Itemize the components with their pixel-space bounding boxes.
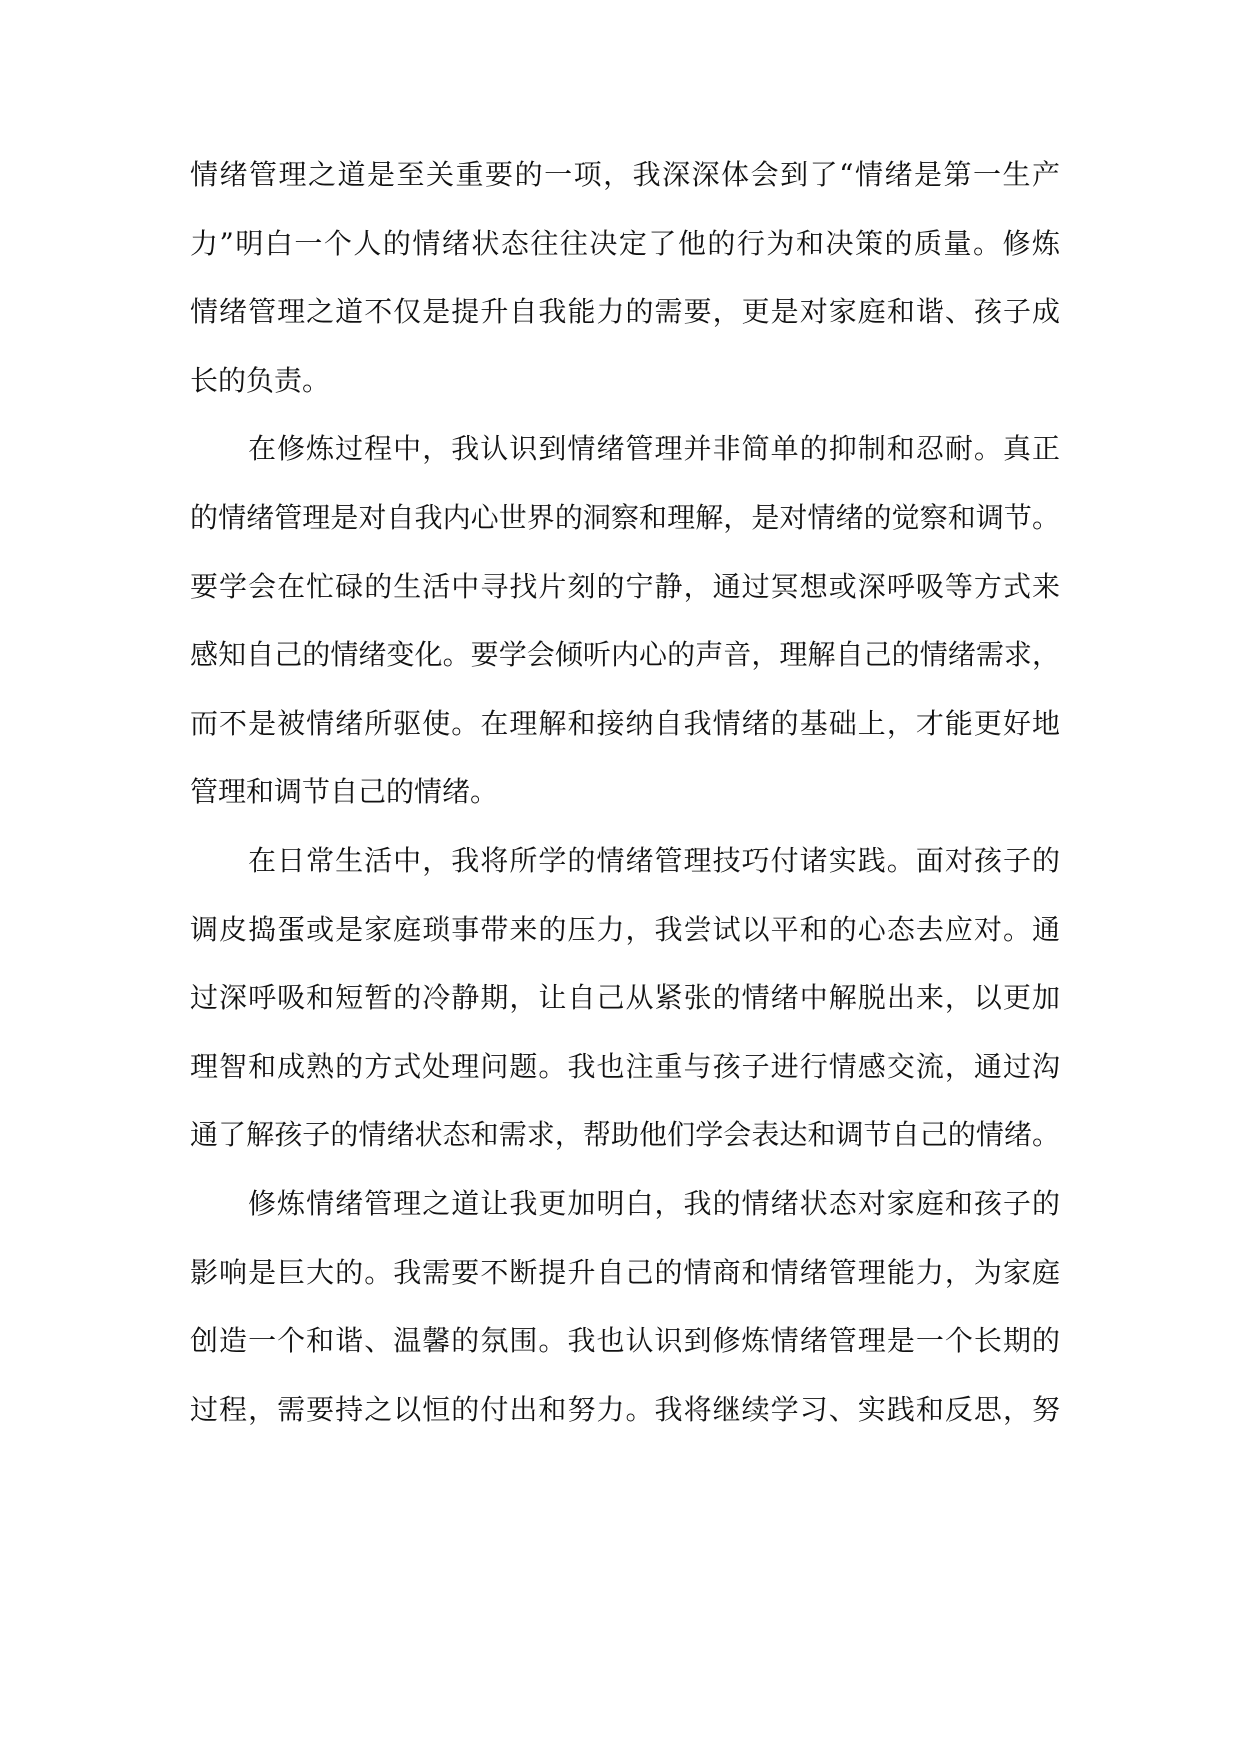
text-line: 感知自己的情绪变化。要学会倾听内心的声音，理解自己的情绪需求， [190,638,1060,672]
text-line: 要学会在忙碌的生活中寻找片刻的宁静，通过冥想或深呼吸等方式来 [190,569,1060,603]
document-body [190,141,1060,1444]
text-line: 情绪管理之道是至关重要的一项，我深深体会到了“情绪是第一生产 [190,158,1060,191]
paragraph-1 [190,141,1060,415]
text-line: 长的负责。 [190,363,331,397]
text-line: 修炼情绪管理之道让我更加明白，我的情绪状态对家庭和孩子的 [248,1186,1060,1220]
text-line: 力”明白一个人的情绪状态往往决定了他的行为和决策的质量。修炼 [190,226,1060,260]
text-line: 创造一个和谐、温馨的氛围。我也认识到修炼情绪管理是一个长期的 [190,1324,1060,1358]
paragraph-4 [190,1170,1060,1444]
text-line: 情绪管理之道不仅是提升自我能力的需要，更是对家庭和谐、孩子成 [190,295,1060,329]
text-line: 调皮捣蛋或是家庭琐事带来的压力，我尝试以平和的心态去应对。通 [190,912,1060,946]
text-line: 管理和调节自己的情绪。 [190,775,499,809]
text-line: 的情绪管理是对自我内心世界的洞察和理解，是对情绪的觉察和调节。 [190,500,1060,534]
text-line: 在修炼过程中，我认识到情绪管理并非简单的抑制和忍耐。真正 [248,432,1060,466]
text-line: 在日常生活中，我将所学的情绪管理技巧付诸实践。面对孩子的 [248,843,1060,877]
text-line: 过程，需要持之以恒的付出和努力。我将继续学习、实践和反思，努 [190,1392,1060,1426]
text-line: 而不是被情绪所驱使。在理解和接纳自我情绪的基础上，才能更好地 [190,706,1060,740]
paragraph-3 [190,827,1060,1170]
text-line: 影响是巨大的。我需要不断提升自己的情商和情绪管理能力，为家庭 [190,1255,1060,1289]
text-line: 通了解孩子的情绪状态和需求，帮助他们学会表达和调节自己的情绪。 [190,1118,1060,1152]
text-line: 理智和成熟的方式处理问题。我也注重与孩子进行情感交流，通过沟 [190,1049,1060,1083]
paragraph-2 [190,415,1060,827]
text-line: 过深呼吸和短暂的冷静期，让自己从紧张的情绪中解脱出来，以更加 [190,981,1060,1015]
